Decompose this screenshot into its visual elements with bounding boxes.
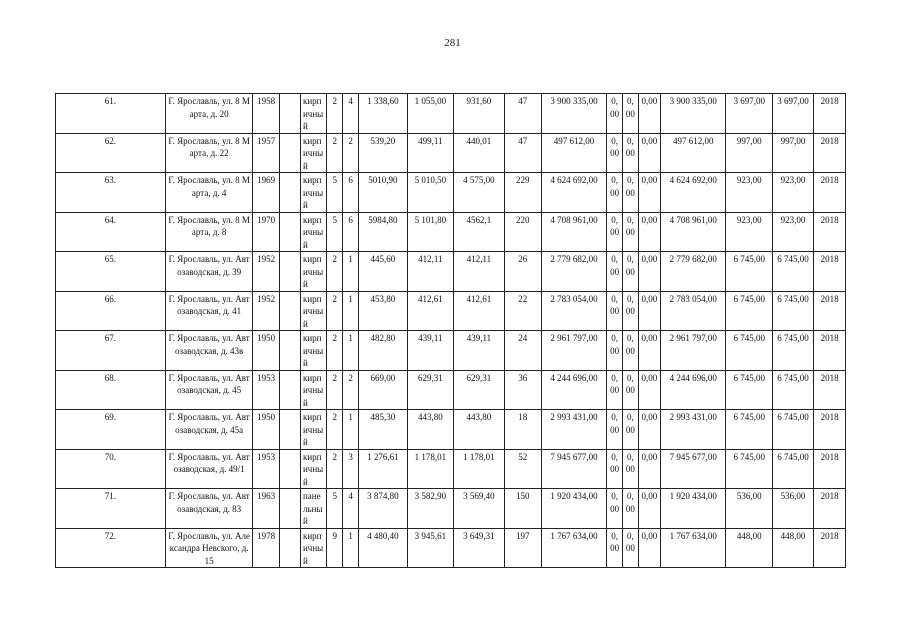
wall-material-cell: кирпичный — [300, 252, 326, 292]
row-number: 61. — [56, 94, 166, 134]
specific-cost-cell: 6 745,00 — [726, 410, 772, 450]
owner-funds-cell: 3 900 335,00 — [661, 94, 726, 134]
build-year-cell: 1958 — [253, 94, 279, 134]
repair-cost-cell: 2 993 431,00 — [541, 410, 606, 450]
spacer-cell — [279, 449, 300, 489]
owner-funds-cell: 4 708 961,00 — [661, 212, 726, 252]
local-funds-cell: 0,00 — [638, 133, 660, 173]
build-year-cell: 1953 — [253, 449, 279, 489]
address-cell: Г. Ярославль, ул. Автозаводская, д. 41 — [165, 291, 253, 331]
floors-cell: 2 — [327, 291, 343, 331]
local-funds-cell: 0,00 — [638, 252, 660, 292]
specific-cost-cell: 6 745,00 — [726, 252, 772, 292]
row-number: 64. — [56, 212, 166, 252]
wall-material-cell: кирпичный — [300, 133, 326, 173]
row-number: 63. — [56, 173, 166, 213]
regional-funds-cell: 0,00 — [623, 489, 639, 529]
completion-year-cell: 2018 — [814, 173, 846, 213]
completion-year-cell: 2018 — [814, 331, 846, 371]
owner-funds-cell: 4 624 692,00 — [661, 173, 726, 213]
federal-funds-cell: 0,00 — [607, 528, 623, 568]
row-number: 71. — [56, 489, 166, 529]
table-row — [56, 449, 846, 489]
completion-year-cell: 2018 — [814, 291, 846, 331]
max-cost-cell: 536,00 — [772, 489, 813, 529]
wall-material-cell: кирпичный — [300, 212, 326, 252]
federal-funds-cell: 0,00 — [607, 489, 623, 529]
address-cell: Г. Ярославль, ул. 8 Марта, д. 4 — [165, 173, 253, 213]
max-cost-cell: 997,00 — [772, 133, 813, 173]
completion-year-cell: 2018 — [814, 528, 846, 568]
specific-cost-cell: 6 745,00 — [726, 291, 772, 331]
local-funds-cell: 0,00 — [638, 449, 660, 489]
private-area-cell: 3 569,40 — [454, 489, 505, 529]
table-row — [56, 528, 846, 568]
specific-cost-cell: 6 745,00 — [726, 449, 772, 489]
table-row — [56, 331, 846, 371]
entrances-cell: 6 — [343, 212, 359, 252]
floors-cell: 2 — [327, 133, 343, 173]
spacer-cell — [279, 489, 300, 529]
row-number: 70. — [56, 449, 166, 489]
local-funds-cell: 0,00 — [638, 94, 660, 134]
residents-cell: 47 — [504, 94, 541, 134]
repair-cost-cell: 2 961 797,00 — [541, 331, 606, 371]
spacer-cell — [279, 133, 300, 173]
residential-area-cell: 3 582,90 — [407, 489, 453, 529]
wall-material-cell: кирпичный — [300, 449, 326, 489]
regional-funds-cell: 0,00 — [623, 252, 639, 292]
residents-cell: 36 — [504, 370, 541, 410]
total-area-cell: 485,30 — [359, 410, 408, 450]
regional-funds-cell: 0,00 — [623, 291, 639, 331]
repair-cost-cell: 7 945 677,00 — [541, 449, 606, 489]
row-number: 68. — [56, 370, 166, 410]
build-year-cell: 1957 — [253, 133, 279, 173]
page-number: 281 — [444, 37, 461, 49]
row-number: 72. — [56, 528, 166, 568]
total-area-cell: 445,60 — [359, 252, 408, 292]
federal-funds-cell: 0,00 — [607, 449, 623, 489]
spacer-cell — [279, 173, 300, 213]
max-cost-cell: 6 745,00 — [772, 410, 813, 450]
entrances-cell: 1 — [343, 528, 359, 568]
private-area-cell: 412,61 — [454, 291, 505, 331]
owner-funds-cell: 2 961 797,00 — [661, 331, 726, 371]
max-cost-cell: 6 745,00 — [772, 291, 813, 331]
build-year-cell: 1970 — [253, 212, 279, 252]
specific-cost-cell: 6 745,00 — [726, 331, 772, 371]
specific-cost-cell: 6 745,00 — [726, 370, 772, 410]
max-cost-cell: 923,00 — [772, 212, 813, 252]
federal-funds-cell: 0,00 — [607, 173, 623, 213]
private-area-cell: 1 178,01 — [454, 449, 505, 489]
spacer-cell — [279, 252, 300, 292]
residents-cell: 26 — [504, 252, 541, 292]
build-year-cell: 1969 — [253, 173, 279, 213]
completion-year-cell: 2018 — [814, 252, 846, 292]
residential-area-cell: 3 945,61 — [407, 528, 453, 568]
residents-cell: 47 — [504, 133, 541, 173]
wall-material-cell: кирпичный — [300, 370, 326, 410]
private-area-cell: 439,11 — [454, 331, 505, 371]
completion-year-cell: 2018 — [814, 449, 846, 489]
total-area-cell: 482,80 — [359, 331, 408, 371]
floors-cell: 2 — [327, 94, 343, 134]
specific-cost-cell: 923,00 — [726, 173, 772, 213]
wall-material-cell: кирпичный — [300, 410, 326, 450]
specific-cost-cell: 923,00 — [726, 212, 772, 252]
row-number: 65. — [56, 252, 166, 292]
regional-funds-cell: 0,00 — [623, 449, 639, 489]
repair-cost-cell: 1 920 434,00 — [541, 489, 606, 529]
build-year-cell: 1952 — [253, 291, 279, 331]
owner-funds-cell: 497 612,00 — [661, 133, 726, 173]
regional-funds-cell: 0,00 — [623, 133, 639, 173]
total-area-cell: 539,20 — [359, 133, 408, 173]
entrances-cell: 6 — [343, 173, 359, 213]
local-funds-cell: 0,00 — [638, 370, 660, 410]
entrances-cell: 3 — [343, 449, 359, 489]
repair-cost-cell: 3 900 335,00 — [541, 94, 606, 134]
residents-cell: 220 — [504, 212, 541, 252]
total-area-cell: 669,00 — [359, 370, 408, 410]
total-area-cell: 453,80 — [359, 291, 408, 331]
table-row — [56, 252, 846, 292]
max-cost-cell: 6 745,00 — [772, 370, 813, 410]
federal-funds-cell: 0,00 — [607, 331, 623, 371]
residential-area-cell: 1 055,00 — [407, 94, 453, 134]
max-cost-cell: 923,00 — [772, 173, 813, 213]
spacer-cell — [279, 528, 300, 568]
build-year-cell: 1978 — [253, 528, 279, 568]
federal-funds-cell: 0,00 — [607, 212, 623, 252]
residential-area-cell: 5 010,50 — [407, 173, 453, 213]
residential-area-cell: 443,80 — [407, 410, 453, 450]
owner-funds-cell: 2 783 054,00 — [661, 291, 726, 331]
owner-funds-cell: 1 767 634,00 — [661, 528, 726, 568]
private-area-cell: 443,80 — [454, 410, 505, 450]
table-row — [56, 212, 846, 252]
completion-year-cell: 2018 — [814, 212, 846, 252]
wall-material-cell: кирпичный — [300, 94, 326, 134]
owner-funds-cell: 2 993 431,00 — [661, 410, 726, 450]
row-number: 66. — [56, 291, 166, 331]
federal-funds-cell: 0,00 — [607, 133, 623, 173]
table-row — [56, 94, 846, 134]
max-cost-cell: 6 745,00 — [772, 331, 813, 371]
regional-funds-cell: 0,00 — [623, 331, 639, 371]
address-cell: Г. Ярославль, ул. 8 Марта, д. 20 — [165, 94, 253, 134]
build-year-cell: 1950 — [253, 331, 279, 371]
table-row — [56, 370, 846, 410]
total-area-cell: 5984,80 — [359, 212, 408, 252]
residential-area-cell: 1 178,01 — [407, 449, 453, 489]
owner-funds-cell: 2 779 682,00 — [661, 252, 726, 292]
specific-cost-cell: 448,00 — [726, 528, 772, 568]
completion-year-cell: 2018 — [814, 489, 846, 529]
total-area-cell: 4 480,40 — [359, 528, 408, 568]
address-cell: Г. Ярославль, ул. Автозаводская, д. 39 — [165, 252, 253, 292]
wall-material-cell: кирпичный — [300, 291, 326, 331]
row-number: 62. — [56, 133, 166, 173]
completion-year-cell: 2018 — [814, 94, 846, 134]
wall-material-cell: кирпичный — [300, 528, 326, 568]
owner-funds-cell: 7 945 677,00 — [661, 449, 726, 489]
private-area-cell: 4562,1 — [454, 212, 505, 252]
address-cell: Г. Ярославль, ул. Автозаводская, д. 83 — [165, 489, 253, 529]
private-area-cell: 3 649,31 — [454, 528, 505, 568]
floors-cell: 2 — [327, 331, 343, 371]
residents-cell: 18 — [504, 410, 541, 450]
regional-funds-cell: 0,00 — [623, 212, 639, 252]
local-funds-cell: 0,00 — [638, 410, 660, 450]
repair-cost-cell: 4 708 961,00 — [541, 212, 606, 252]
floors-cell: 2 — [327, 410, 343, 450]
wall-material-cell: панельный — [300, 489, 326, 529]
entrances-cell: 1 — [343, 291, 359, 331]
floors-cell: 2 — [327, 370, 343, 410]
spacer-cell — [279, 94, 300, 134]
total-area-cell: 3 874,80 — [359, 489, 408, 529]
entrances-cell: 1 — [343, 410, 359, 450]
table-row — [56, 291, 846, 331]
max-cost-cell: 6 745,00 — [772, 449, 813, 489]
entrances-cell: 1 — [343, 331, 359, 371]
residents-cell: 229 — [504, 173, 541, 213]
residential-area-cell: 5 101,80 — [407, 212, 453, 252]
entrances-cell: 2 — [343, 370, 359, 410]
repair-cost-cell: 2 783 054,00 — [541, 291, 606, 331]
repair-cost-cell: 497 612,00 — [541, 133, 606, 173]
address-cell: Г. Ярославль, ул. Автозаводская, д. 45 — [165, 370, 253, 410]
row-number: 69. — [56, 410, 166, 450]
entrances-cell: 1 — [343, 252, 359, 292]
completion-year-cell: 2018 — [814, 370, 846, 410]
entrances-cell: 4 — [343, 94, 359, 134]
table-row — [56, 173, 846, 213]
residents-cell: 197 — [504, 528, 541, 568]
entrances-cell: 2 — [343, 133, 359, 173]
table-row — [56, 133, 846, 173]
local-funds-cell: 0,00 — [638, 489, 660, 529]
build-year-cell: 1950 — [253, 410, 279, 450]
floors-cell: 2 — [327, 449, 343, 489]
repair-cost-cell: 4 624 692,00 — [541, 173, 606, 213]
residents-cell: 22 — [504, 291, 541, 331]
build-year-cell: 1963 — [253, 489, 279, 529]
total-area-cell: 5010,90 — [359, 173, 408, 213]
local-funds-cell: 0,00 — [638, 528, 660, 568]
private-area-cell: 931,60 — [454, 94, 505, 134]
specific-cost-cell: 536,00 — [726, 489, 772, 529]
residents-cell: 52 — [504, 449, 541, 489]
repair-cost-cell: 1 767 634,00 — [541, 528, 606, 568]
local-funds-cell: 0,00 — [638, 173, 660, 213]
residential-area-cell: 439,11 — [407, 331, 453, 371]
private-area-cell: 4 575,00 — [454, 173, 505, 213]
address-cell: Г. Ярославль, ул. Автозаводская, д. 43в — [165, 331, 253, 371]
table-row — [56, 410, 846, 450]
table-row — [56, 489, 846, 529]
specific-cost-cell: 997,00 — [726, 133, 772, 173]
private-area-cell: 629,31 — [454, 370, 505, 410]
wall-material-cell: кирпичный — [300, 331, 326, 371]
federal-funds-cell: 0,00 — [607, 410, 623, 450]
local-funds-cell: 0,00 — [638, 331, 660, 371]
address-cell: Г. Ярославль, ул. Автозаводская, д. 49/1 — [165, 449, 253, 489]
regional-funds-cell: 0,00 — [623, 410, 639, 450]
repair-cost-cell: 2 779 682,00 — [541, 252, 606, 292]
repair-cost-cell: 4 244 696,00 — [541, 370, 606, 410]
private-area-cell: 412,11 — [454, 252, 505, 292]
regional-funds-cell: 0,00 — [623, 370, 639, 410]
local-funds-cell: 0,00 — [638, 291, 660, 331]
spacer-cell — [279, 370, 300, 410]
spacer-cell — [279, 331, 300, 371]
total-area-cell: 1 276,61 — [359, 449, 408, 489]
wall-material-cell: кирпичный — [300, 173, 326, 213]
floors-cell: 9 — [327, 528, 343, 568]
local-funds-cell: 0,00 — [638, 212, 660, 252]
residential-area-cell: 412,11 — [407, 252, 453, 292]
total-area-cell: 1 338,60 — [359, 94, 408, 134]
regional-funds-cell: 0,00 — [623, 173, 639, 213]
row-number: 67. — [56, 331, 166, 371]
residential-area-cell: 412,61 — [407, 291, 453, 331]
regional-funds-cell: 0,00 — [623, 94, 639, 134]
spacer-cell — [279, 291, 300, 331]
housing-register-table — [55, 93, 846, 568]
residential-area-cell: 499,11 — [407, 133, 453, 173]
regional-funds-cell: 0,00 — [623, 528, 639, 568]
max-cost-cell: 6 745,00 — [772, 252, 813, 292]
build-year-cell: 1952 — [253, 252, 279, 292]
floors-cell: 5 — [327, 489, 343, 529]
floors-cell: 2 — [327, 252, 343, 292]
federal-funds-cell: 0,00 — [607, 252, 623, 292]
max-cost-cell: 448,00 — [772, 528, 813, 568]
address-cell: Г. Ярославль, ул. Автозаводская, д. 45а — [165, 410, 253, 450]
owner-funds-cell: 1 920 434,00 — [661, 489, 726, 529]
address-cell: Г. Ярославль, ул. 8 Марта, д. 22 — [165, 133, 253, 173]
address-cell: Г. Ярославль, ул. Александра Невского, д. 15 — [165, 528, 253, 568]
residents-cell: 150 — [504, 489, 541, 529]
residential-area-cell: 629,31 — [407, 370, 453, 410]
residents-cell: 24 — [504, 331, 541, 371]
spacer-cell — [279, 410, 300, 450]
private-area-cell: 440,01 — [454, 133, 505, 173]
floors-cell: 5 — [327, 212, 343, 252]
owner-funds-cell: 4 244 696,00 — [661, 370, 726, 410]
federal-funds-cell: 0,00 — [607, 94, 623, 134]
address-cell: Г. Ярославль, ул. 8 Марта, д. 8 — [165, 212, 253, 252]
build-year-cell: 1953 — [253, 370, 279, 410]
floors-cell: 5 — [327, 173, 343, 213]
federal-funds-cell: 0,00 — [607, 291, 623, 331]
max-cost-cell: 3 697,00 — [772, 94, 813, 134]
specific-cost-cell: 3 697,00 — [726, 94, 772, 134]
completion-year-cell: 2018 — [814, 133, 846, 173]
completion-year-cell: 2018 — [814, 410, 846, 450]
spacer-cell — [279, 212, 300, 252]
entrances-cell: 4 — [343, 489, 359, 529]
federal-funds-cell: 0,00 — [607, 370, 623, 410]
